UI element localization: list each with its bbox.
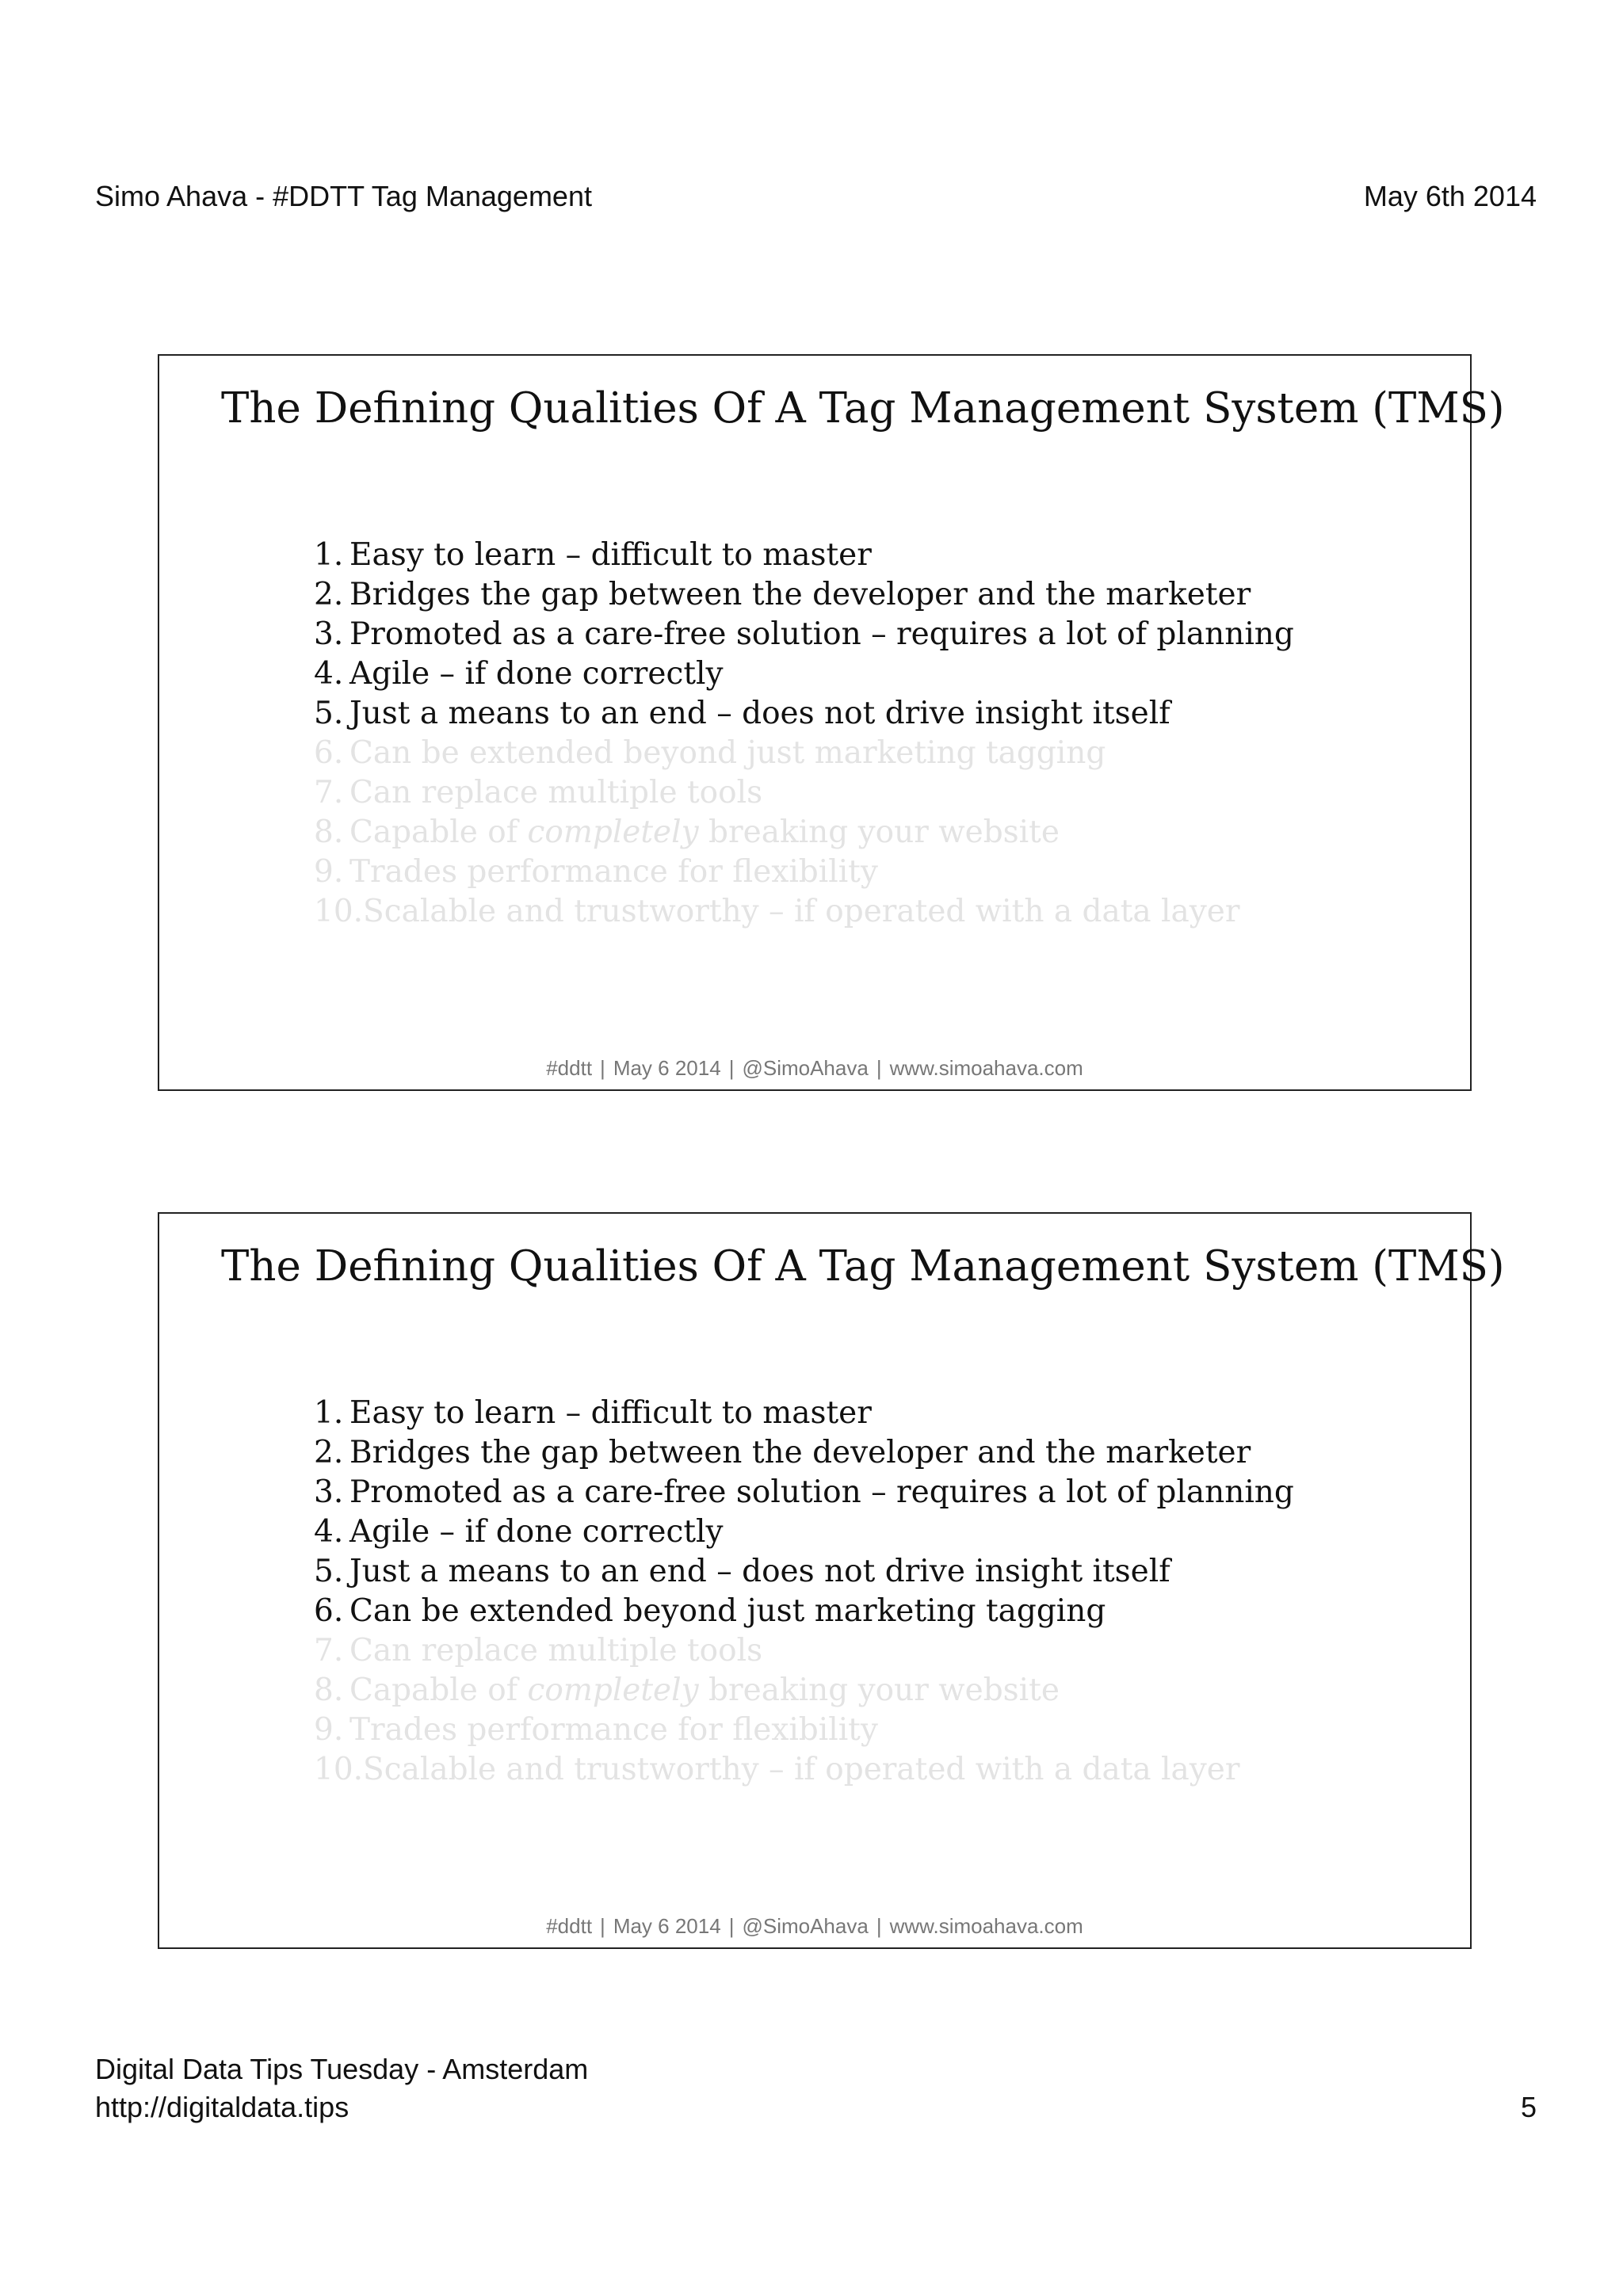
list-item-8: 8. Capable of completely breaking your website — [314, 1672, 1060, 1708]
list-item-10: 10.Scalable and trustworthy – if operated with a data layer — [314, 1752, 1240, 1787]
list-item-5: 5. Just a means to an end – does not drive insight itself — [314, 1554, 1170, 1589]
list-item-6: 6. Can be extended beyond just marketing tagging — [314, 1593, 1106, 1629]
page-header-title: Simo Ahava - #DDTT Tag Management — [95, 180, 592, 212]
list-item-1: 1. Easy to learn – difficult to master — [314, 537, 872, 573]
list-item-3: 3. Promoted as a care-free solution – requires a lot of planning — [314, 1474, 1294, 1510]
slide-footer-site: www.simoahava.com — [889, 1056, 1083, 1080]
slide-footer-date: May 6 2014 — [613, 1056, 721, 1080]
slide-footer-site: www.simoahava.com — [889, 1914, 1083, 1938]
slide-footer-tag: #ddtt — [546, 1914, 593, 1938]
slide-footer: #ddtt | May 6 2014 | @SimoAhava | www.simoahava.com — [546, 1056, 1083, 1080]
page-number: 5 — [1520, 2091, 1537, 2123]
list-item-8: 8. Capable of completely breaking your website — [314, 814, 1060, 850]
slide-2 — [158, 1212, 1505, 1949]
slide-1 — [158, 354, 1505, 1091]
list-item-9: 9. Trades performance for flexibility — [314, 1712, 878, 1748]
slide-footer-handle: @SimoAhava — [742, 1056, 869, 1080]
list-item-6: 6. Can be extended beyond just marketing tagging — [314, 735, 1106, 771]
list-item-10: 10.Scalable and trustworthy – if operated with a data layer — [314, 894, 1240, 929]
list-item-1: 1. Easy to learn – difficult to master — [314, 1395, 872, 1431]
slide-footer-tag: #ddtt — [546, 1056, 593, 1080]
slide-footer: #ddtt | May 6 2014 | @SimoAhava | www.simoahava.com — [546, 1914, 1083, 1938]
list-item-3: 3. Promoted as a care-free solution – requires a lot of planning — [314, 616, 1294, 652]
list-item-4: 4. Agile – if done correctly — [314, 656, 724, 692]
page-header-date: May 6th 2014 — [1363, 180, 1537, 212]
slide-footer-handle: @SimoAhava — [742, 1914, 869, 1938]
page-footer-event: Digital Data Tips Tuesday - Amsterdam — [95, 2053, 589, 2085]
list-item-2: 2. Bridges the gap between the developer and the marketer — [314, 1435, 1251, 1470]
slide-list — [314, 1394, 1294, 1790]
slide-list — [314, 536, 1294, 932]
list-item-7: 7. Can replace multiple tools — [314, 1633, 763, 1669]
list-item-7: 7. Can replace multiple tools — [314, 775, 763, 810]
page-footer-url: http://digitaldata.tips — [95, 2091, 349, 2123]
list-item-9: 9. Trades performance for flexibility — [314, 854, 878, 890]
slide-title: The Defining Qualities Of A Tag Management System (TMS) — [221, 1242, 1505, 1291]
slide-title: The Defining Qualities Of A Tag Management System (TMS) — [221, 384, 1505, 433]
slide-footer-date: May 6 2014 — [613, 1914, 721, 1938]
list-item-5: 5. Just a means to an end – does not drive insight itself — [314, 696, 1170, 731]
list-item-4: 4. Agile – if done correctly — [314, 1514, 724, 1550]
list-item-2: 2. Bridges the gap between the developer and the marketer — [314, 577, 1251, 612]
page-footer — [95, 2050, 588, 2126]
